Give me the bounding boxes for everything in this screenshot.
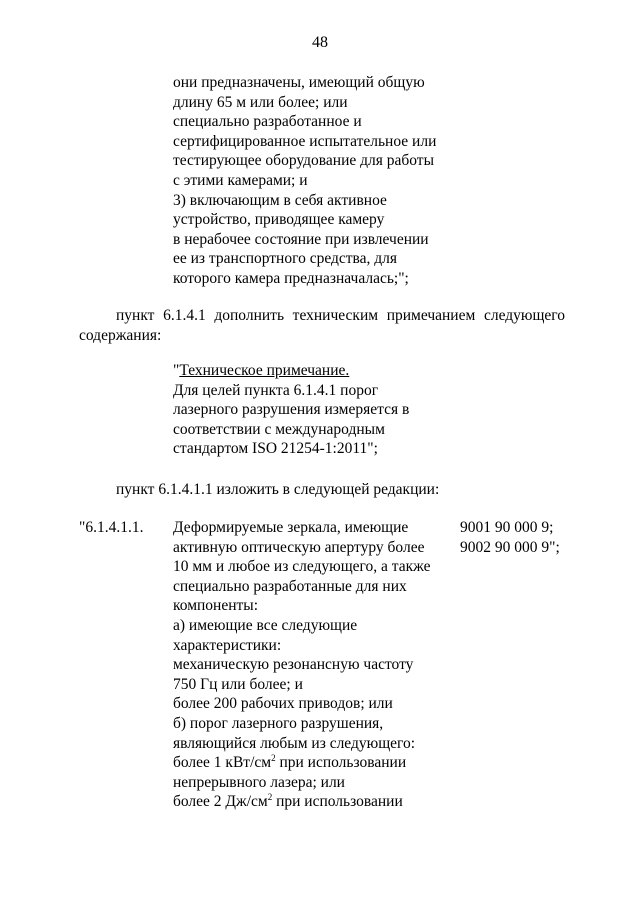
text-line <box>173 753 431 773</box>
text-line: специально разработанное и <box>173 113 362 131</box>
text-line: лазерного разрушения измеряется в <box>173 401 410 419</box>
text-line: длину 65 м или более; или <box>173 93 348 111</box>
text-line: которого камера предназначалась;"; <box>173 269 409 287</box>
text-line: с этими камерами; и <box>173 171 308 189</box>
amendment-paragraph-1-line-1: пункт 6.1.4.1 дополнить техническим примечанием следующего <box>116 307 565 324</box>
superscript: 2 <box>267 792 273 803</box>
entry-codes <box>460 518 560 557</box>
text-line: б) порог лазерного разрушения, <box>173 714 384 732</box>
text-line: компоненты: <box>173 597 259 615</box>
text-line: сертифицированное испытательное или <box>173 132 437 150</box>
technical-note <box>173 361 409 459</box>
text-line: а) имеющие все следующие <box>173 616 358 634</box>
amendment-paragraph-2: пункт 6.1.4.1.1 изложить в следующей редакции: <box>116 481 440 498</box>
code: 9002 90 000 9"; <box>460 538 560 556</box>
text-fragment: более 1 кВт/см <box>173 754 272 772</box>
amendment-paragraph-1-line-2: содержания: <box>79 327 162 344</box>
text-line: механическую резонансную частоту <box>173 656 414 674</box>
entry-description <box>173 518 431 812</box>
code: 9001 90 000 9; <box>460 519 554 536</box>
text-line: тестирующее оборудование для работы <box>173 152 434 170</box>
superscript: 2 <box>271 753 276 764</box>
technical-note-title: Техническое примечание. <box>179 362 350 379</box>
text-line: непрерывного лазера; или <box>173 773 345 791</box>
text-line: Деформируемые зеркала, имеющие <box>173 519 409 536</box>
text-fragment: при использовании <box>275 754 407 772</box>
text-line <box>173 792 431 812</box>
technical-note-title-line <box>173 361 409 381</box>
text-line: являющийся любым из следующего: <box>173 734 416 752</box>
quote-mark: " <box>173 362 180 379</box>
text-line: 10 мм и любое из следующего, а также <box>173 558 431 576</box>
text-line: специально разработанные для них <box>173 577 407 595</box>
page-number: 48 <box>312 34 328 51</box>
text-fragment: более 2 Дж/см <box>173 793 268 811</box>
text-line: в нерабочее состояние при извлечении <box>173 230 429 248</box>
entry-number: "6.1.4.1.1. <box>79 519 144 536</box>
text-line: соответствии с международным <box>173 420 385 438</box>
text-line: 3) включающим в себя активное <box>173 191 387 209</box>
continued-text-block <box>173 73 436 289</box>
text-line: 750 Гц или более; и <box>173 675 303 693</box>
text-line: стандартом ISO 21254-1:2011"; <box>173 440 378 458</box>
text-line: характеристики: <box>173 636 282 654</box>
text-line: активную оптическую апертуру более <box>173 538 425 556</box>
text-line: ее из транспортного средства, для <box>173 250 398 268</box>
text-line: устройство, приводящее камеру <box>173 211 385 229</box>
text-line: они предназначены, имеющий общую <box>173 74 425 91</box>
text-line: Для целей пункта 6.1.4.1 порог <box>173 381 379 399</box>
text-line: более 200 рабочих приводов; или <box>173 695 393 713</box>
text-fragment: при использовании <box>272 793 403 811</box>
